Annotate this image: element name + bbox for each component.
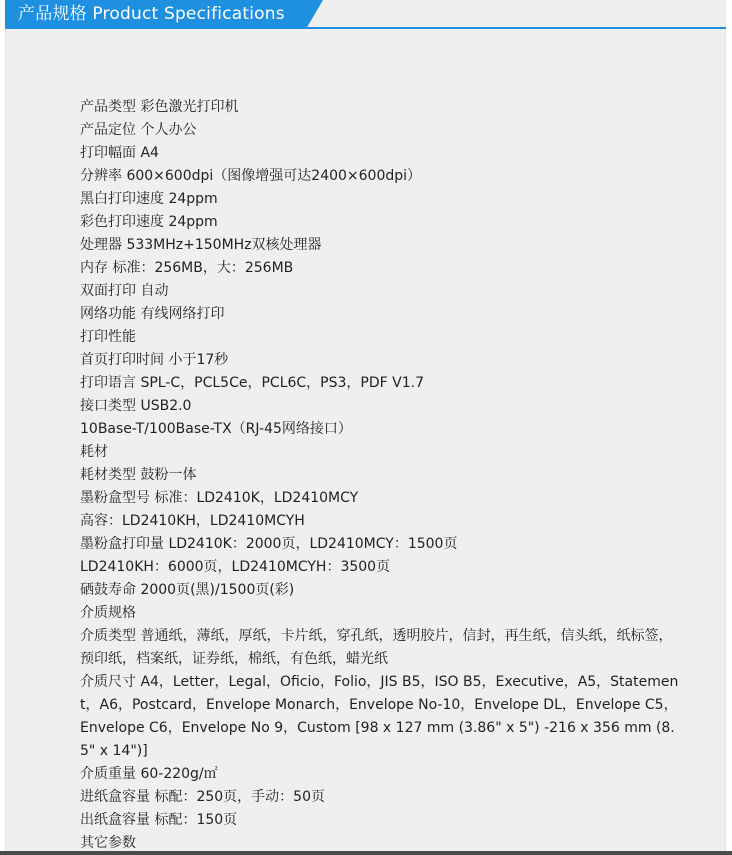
- spec-line: 内存 标准：256MB，大：256MB: [80, 260, 294, 276]
- spec-line: 产品类型 彩色激光打印机: [80, 99, 239, 115]
- spec-line: 墨粉盒打印量 LD2410K：2000页，LD2410MCY：1500页: [80, 536, 458, 552]
- spec-line: 彩色打印速度 24ppm: [80, 214, 218, 230]
- spec-section-heading: 耗材: [80, 444, 108, 460]
- spec-line: 双面打印 自动: [80, 283, 169, 299]
- spec-line: 打印幅面 A4: [80, 145, 159, 161]
- spec-line: 墨粉盒型号 标准：LD2410K，LD2410MCY: [80, 490, 359, 506]
- spec-line: 打印语言 SPL-C，PCL5Ce，PCL6C，PS3，PDF V1.7: [80, 375, 424, 391]
- spec-line: 耗材类型 鼓粉一体: [80, 467, 197, 483]
- spec-line-media-type: 介质类型 普通纸，薄纸，厚纸，卡片纸，穿孔纸，透明胶片，信封，再生纸，信头纸，纸标签，预印纸，档案纸，证券纸，棉纸，有色纸，蜡光纸: [80, 628, 673, 667]
- spec-line: 出纸盒容量 标配：150页: [80, 812, 238, 828]
- spec-line: LD2410KH：6000页，LD2410MCYH：3500页: [80, 559, 391, 575]
- spec-line: 介质重量 60-220g/㎡: [80, 766, 218, 782]
- spec-line: 高容：LD2410KH，LD2410MCYH: [80, 513, 305, 529]
- spec-section-heading: 介质规格: [80, 605, 136, 621]
- section-header: [5, 0, 726, 29]
- section-title: 产品规格 Product Specifications: [18, 4, 285, 24]
- spec-section-heading: 打印性能: [80, 329, 136, 345]
- spec-line: 硒鼓寿命 2000页(黑)/1500页(彩): [80, 582, 295, 598]
- bottom-divider: [0, 851, 732, 855]
- spec-line: 网络功能 有线网络打印: [80, 306, 225, 322]
- spec-section-heading: 其它参数: [80, 835, 136, 851]
- spec-line-media-size: 介质尺寸 A4，Letter，Legal，Oficio，Folio，JIS B5，ISO B5，Executive，A5，Statement，A6，Postcard，Envelope Monarch，Envelope No-10，Envelope DL，Envelope C5，Envelope C6，Envelope No 9，Custom [98 x 127 mm (3.86" x 5") -216 x 356 mm (8.5" x 14")]: [80, 674, 679, 759]
- spec-line: 进纸盒容量 标配：250页，手动：50页: [80, 789, 325, 805]
- spec-line: 分辨率 600×600dpi（图像增强可达2400×600dpi）: [80, 168, 422, 184]
- spec-list: [80, 96, 680, 855]
- spec-line: 接口类型 USB2.0: [80, 398, 192, 414]
- spec-line: 处理器 533MHz+150MHz双核处理器: [80, 237, 322, 253]
- spec-line: 10Base-T/100Base-TX（RJ-45网络接口）: [80, 421, 352, 437]
- spec-line: 产品定位 个人办公: [80, 122, 197, 138]
- spec-line: 黑白打印速度 24ppm: [80, 191, 218, 207]
- spec-line: 首页打印时间 小于17秒: [80, 352, 229, 368]
- header-tab: [5, 0, 323, 29]
